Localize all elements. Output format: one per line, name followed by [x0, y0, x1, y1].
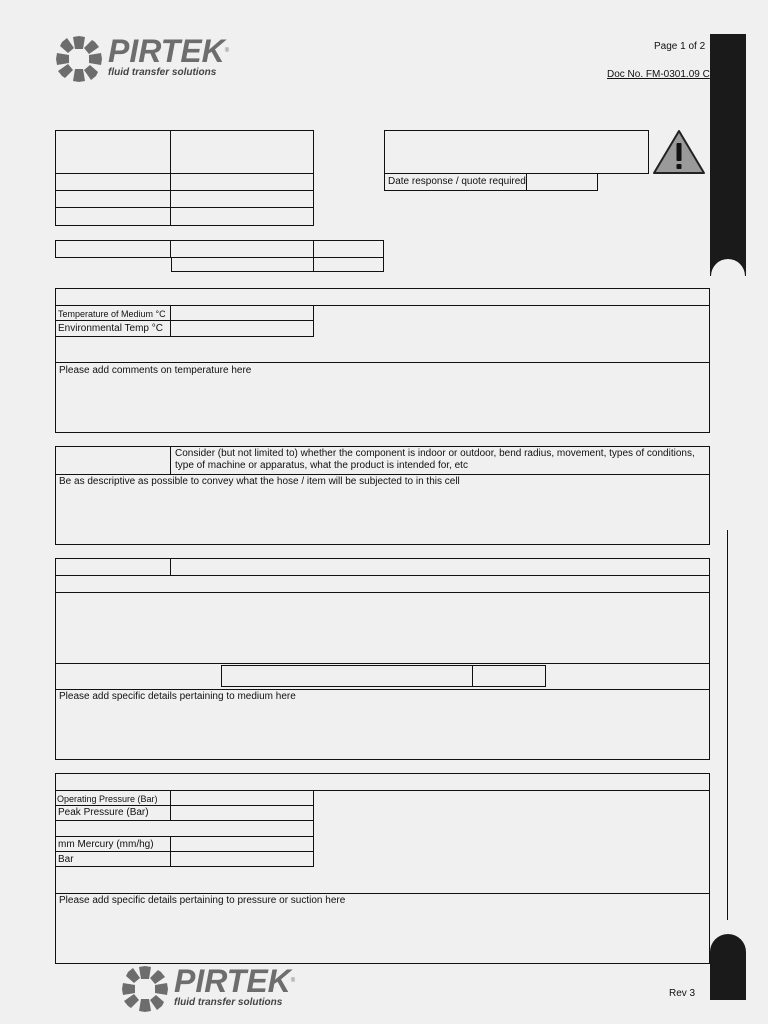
temp-comments-hint: Please add comments on temperature here — [59, 365, 252, 376]
side-tab-top — [710, 34, 746, 276]
product-field[interactable] — [171, 241, 313, 257]
peak-pressure-label: Peak Pressure (Bar) — [58, 807, 149, 818]
temp-medium-input[interactable] — [171, 306, 313, 320]
doc-number: Doc No. FM-0301.09 C — [607, 69, 710, 80]
contact-field[interactable] — [171, 208, 313, 225]
pressure-details-field[interactable] — [56, 894, 709, 963]
operating-pressure-input[interactable] — [171, 791, 313, 805]
temp-comments-field[interactable] — [56, 363, 709, 432]
footer-logo-registered-mark: ® — [290, 978, 296, 984]
footer-logo-text: PIRTEK — [174, 963, 291, 999]
logo-text: PIRTEK — [108, 33, 225, 69]
env-temp-label: Environmental Temp °C — [58, 323, 163, 334]
side-tab-notch — [711, 259, 745, 293]
pirtek-gear-icon — [120, 964, 170, 1014]
medium-field[interactable] — [171, 559, 709, 575]
pirtek-footer-logo — [120, 964, 320, 1014]
application-description-field[interactable] — [56, 475, 709, 544]
mm-mercury-input[interactable] — [171, 837, 313, 851]
date-response-input[interactable] — [526, 173, 598, 191]
medium-field[interactable] — [221, 665, 473, 687]
medium-details-field[interactable] — [56, 690, 709, 759]
request-box[interactable] — [384, 130, 649, 174]
operating-pressure-label: Operating Pressure (Bar) — [57, 794, 158, 804]
bar-label: Bar — [58, 854, 74, 865]
warning-icon — [652, 129, 706, 175]
medium-field[interactable] — [56, 576, 709, 592]
application-consider-note: Consider (but not limited to) whether the component is indoor or outdoor, bend radius, movement, types of conditions, type of machine or apparatus, what the product is intended for, etc — [175, 448, 695, 471]
revision-label: Rev 3 — [669, 988, 696, 999]
env-temp-input[interactable] — [171, 321, 313, 336]
temp-medium-label: Temperature of Medium °C — [58, 309, 166, 319]
product-field[interactable] — [172, 258, 313, 271]
side-rule — [727, 530, 728, 920]
logo-registered-mark: ® — [224, 48, 230, 54]
medium-field[interactable] — [472, 665, 546, 687]
product-field[interactable] — [314, 258, 383, 271]
medium-details-hint: Please add specific details pertaining to medium here — [59, 691, 296, 702]
side-tab-bottom — [710, 934, 746, 1000]
pressure-details-hint: Please add specific details pertaining to pressure or suction here — [59, 895, 346, 906]
logo-tagline: fluid transfer solutions — [108, 67, 217, 78]
peak-pressure-input[interactable] — [171, 806, 313, 820]
contact-field[interactable] — [171, 174, 313, 190]
medium-notes-field[interactable] — [56, 593, 709, 663]
date-response-label: Date response / quote required — [388, 176, 526, 187]
bar-input[interactable] — [171, 852, 313, 866]
application-descriptive-hint: Be as descriptive as possible to convey what the hose / item will be subjected to in this cell — [59, 476, 460, 487]
product-field[interactable] — [314, 241, 383, 257]
mm-mercury-label: mm Mercury (mm/hg) — [58, 839, 154, 850]
pirtek-gear-icon — [54, 34, 104, 84]
footer-logo-tagline: fluid transfer solutions — [174, 997, 283, 1008]
contact-field[interactable] — [171, 191, 313, 207]
contact-field[interactable] — [171, 131, 313, 173]
page-number: Page 1 of 2 — [654, 41, 706, 52]
pirtek-logo — [54, 34, 254, 84]
